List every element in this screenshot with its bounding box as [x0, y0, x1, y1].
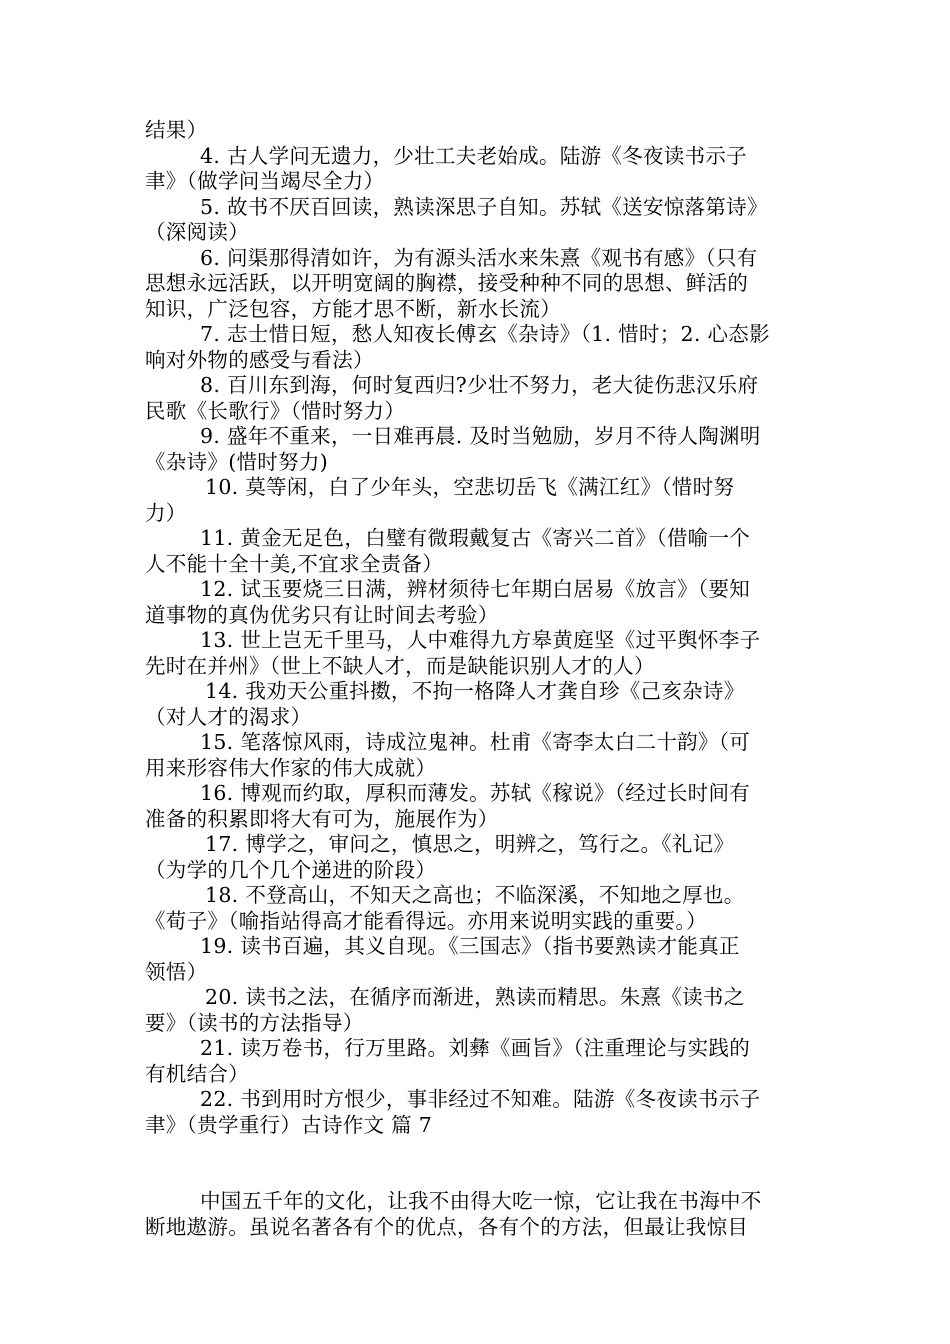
- item-10: 10. 莫等闲，白了少年头，空悲切岳飞《满江红》（惜时努: [205, 475, 735, 499]
- item-22: 22. 书到用时方恨少，事非经过不知难。陆游《冬夜读书示子: [200, 1087, 761, 1111]
- text-line: （深阅读）: [145, 220, 249, 244]
- text-line: 领悟）: [145, 959, 208, 984]
- item-11: 11. 黄金无足色，白璧有微瑕戴复古《寄兴二首》（借喻一个: [200, 526, 751, 550]
- item-17: 17. 博学之，审问之，慎思之，明辨之，笃行之。《礼记》: [205, 832, 735, 856]
- text-line: （为学的几个几个递进的阶段）: [145, 857, 437, 882]
- text-line: 响对外物的感受与看法）: [145, 347, 374, 372]
- item-14: 14. 我劝天公重抖擞，不拘一格降人才龚自珍《己亥杂诗》: [205, 679, 745, 703]
- item-12: 12. 试玉要烧三日满，辨材须待七年期白居易《放言》（要知: [200, 577, 751, 601]
- essay-paragraph-line: 断地遨游。虽说名著各有个的优点，各有个的方法，但最让我惊目: [145, 1214, 749, 1239]
- text-line: 有机结合）: [145, 1061, 249, 1086]
- text-line: 力）: [145, 500, 187, 525]
- item-9: 9. 盛年不重来，一日难再晨. 及时当勉励，岁月不待人陶渊明: [200, 424, 761, 448]
- item-21: 21. 读万卷书，行万里路。刘彝《画旨》（注重理论与实践的: [200, 1036, 751, 1060]
- item-8: 8. 百川东到海，何时复西归?少壮不努力，老大徒伤悲汉乐府: [200, 373, 759, 397]
- text-line: 先时在并州》（世上不缺人才，而是缺能识别人才的人）: [145, 653, 655, 678]
- text-line: （对人才的渴求）: [145, 704, 312, 729]
- item-16: 16. 博观而约取，厚积而薄发。苏轼《稼说》（经过长时间有: [200, 781, 751, 805]
- text-line: 结果）: [145, 118, 208, 142]
- text-line: 知识，广泛包容，方能才思不断，新水长流）: [145, 296, 561, 321]
- item-7: 7. 志士惜日短，愁人知夜长傅玄《杂诗》（1. 惜时；2. 心态影: [200, 322, 770, 346]
- item-6: 6. 问渠那得清如许，为有源头活水来朱熹《观书有感》（只有: [200, 245, 758, 270]
- text-line: 《荀子》（喻指站得高才能看得远。亦用来说明实践的重要。）: [145, 908, 707, 933]
- item-5: 5. 故书不厌百回读，熟读深思子自知。苏轼《送安惊落第诗》: [200, 194, 768, 219]
- document-page: [145, 118, 810, 1240]
- text-line: 要》（读书的方法指导）: [145, 1010, 364, 1035]
- essay-paragraph-line: 中国五千年的文化，让我不由得大吃一惊，它让我在书海中不: [200, 1189, 762, 1213]
- item-15: 15. 笔落惊风雨，诗成泣鬼神。杜甫《寄李太白二十韵》（可: [200, 730, 751, 754]
- text-line: 聿》（做学问当竭尽全力）: [145, 169, 385, 193]
- text-line: 《杂诗》(惜时努力): [145, 449, 328, 474]
- item-13: 13. 世上岂无千里马，人中难得九方皋黄庭坚《过平舆怀李子: [200, 628, 761, 652]
- text-line: 道事物的真伪优劣只有让时间去考验）: [145, 602, 499, 627]
- item-20: 20. 读书之法，在循序而渐进，熟读而精思。朱熹《读书之: [205, 985, 745, 1009]
- text-line: 用来形容伟大作家的伟大成就）: [145, 755, 437, 780]
- item-18: 18. 不登高山，不知天之高也；不临深溪，不知地之厚也。: [205, 883, 745, 907]
- text-line: 思想永远活跃，以开明宽阔的胸襟，接受种种不同的思想、鲜活的: [145, 271, 749, 295]
- paragraph-gap: [145, 1138, 810, 1189]
- text-line: 民歌《长歌行》（惜时努力）: [145, 398, 406, 423]
- text-line: 人不能十全十美,不宜求全责备）: [145, 551, 444, 576]
- item-19: 19. 读书百遍，其义自现。《三国志》（指书要熟读才能真正: [200, 934, 740, 958]
- item-4: 4. 古人学问无遗力，少壮工夫老始成。陆游《冬夜读书示子: [200, 143, 747, 168]
- text-line: 准备的积累即将大有可为，施展作为）: [145, 806, 499, 831]
- text-line: 聿》（贵学重行）古诗作文 篇 7: [145, 1112, 433, 1137]
